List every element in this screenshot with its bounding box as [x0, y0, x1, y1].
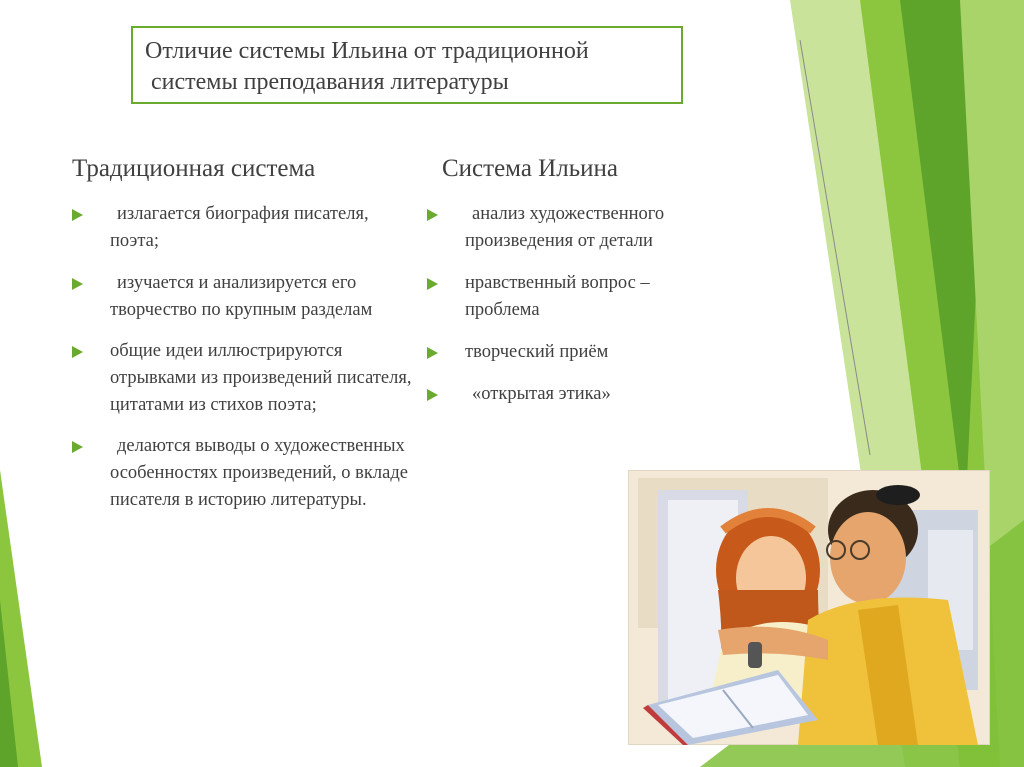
- left-column-heading: Традиционная система: [72, 155, 316, 182]
- triangle-bullet-icon: [72, 278, 83, 290]
- triangle-bullet-icon: [72, 346, 83, 358]
- list-item-text: «открытая этика»: [472, 384, 611, 404]
- title-line-1: Отличие системы Ильина от традиционной: [145, 38, 589, 64]
- title-line-2: системы преподавания литературы: [151, 69, 509, 95]
- list-item-text: изучается и анализируется его творчество по крупным разделам: [110, 273, 373, 320]
- left-column-list: [72, 201, 422, 514]
- right-column-heading: Система Ильина: [442, 155, 618, 182]
- list-item-text: анализ художественного произведения от детали: [465, 204, 665, 251]
- triangle-bullet-icon: [72, 441, 83, 453]
- list-item-text: нравственный вопрос – проблема: [465, 273, 650, 320]
- list-item: [72, 338, 422, 419]
- list-item-text: творческий приём: [465, 342, 609, 362]
- title-box: [131, 26, 683, 104]
- list-item-text: излагается биография писателя, поэта;: [110, 204, 369, 251]
- list-item-text: общие идеи иллюстрируются отрывками из произведений писателя, цитатами из стихов поэта;: [110, 341, 412, 415]
- list-item: [427, 270, 717, 324]
- teacher-and-student-illustration: [628, 470, 990, 745]
- list-item-text: делаются выводы о художественных особенностях произведений, о вкладе писателя в историю литературы.: [110, 436, 408, 510]
- triangle-bullet-icon: [72, 209, 83, 221]
- triangle-bullet-icon: [427, 347, 438, 359]
- list-item: [72, 201, 422, 255]
- list-item: [72, 270, 422, 324]
- list-item: [72, 433, 422, 514]
- triangle-bullet-icon: [427, 389, 438, 401]
- list-item: [427, 339, 717, 366]
- list-item: [427, 201, 717, 255]
- list-item: [427, 381, 717, 408]
- triangle-bullet-icon: [427, 209, 438, 221]
- right-column-list: [427, 201, 717, 408]
- triangle-bullet-icon: [427, 278, 438, 290]
